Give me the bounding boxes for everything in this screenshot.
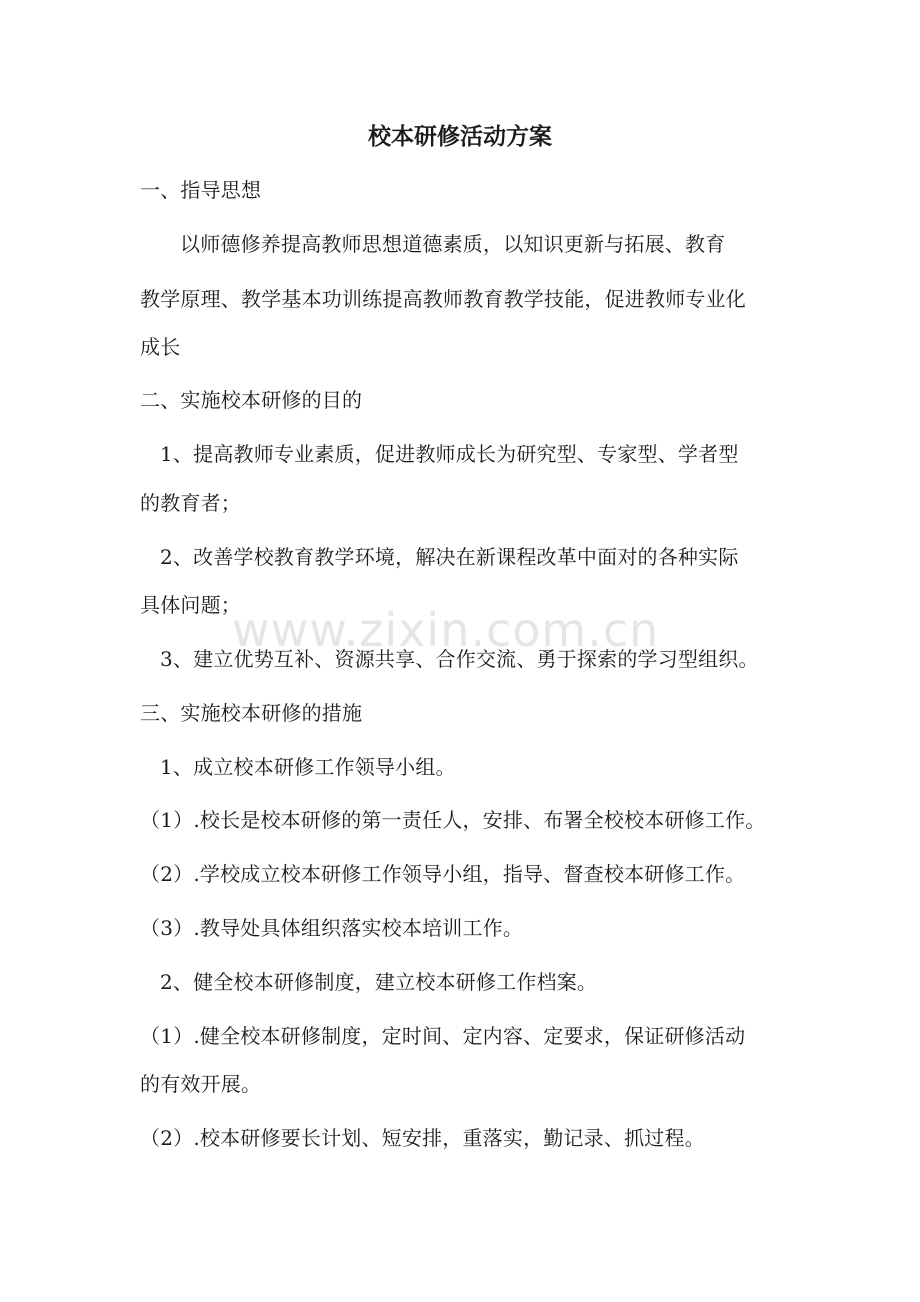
list-item: 2、改善学校教育教学环境，解决在新课程改革中面对的各种实际 <box>160 545 739 569</box>
sub-list-item: （1）.校长是校本研修的第一责任人，安排、布署全校校本研修工作。 <box>140 808 766 832</box>
watermark-text: www.zixin.com.cn <box>232 603 660 657</box>
list-item-continuation: 具体问题； <box>140 593 241 617</box>
list-item: 1、提高教师专业素质，促进教师成长为研究型、专家型、学者型 <box>160 442 739 466</box>
sub-list-item: （2）.校本研修要长计划、短安排，重落实，勤记录、抓过程。 <box>140 1126 705 1150</box>
sub-list-item-continuation: 的有效开展。 <box>140 1072 262 1096</box>
list-item: 2、健全校本研修制度，建立校本研修工作档案。 <box>160 970 598 994</box>
paragraph-line: 教学原理、教学基本功训练提高教师教育教学技能，促进教师专业化 <box>140 287 746 311</box>
document-title: 校本研修活动方案 <box>368 123 552 150</box>
section-heading-measures: 三、实施校本研修的措施 <box>140 701 363 725</box>
list-item-continuation: 的教育者； <box>140 491 241 515</box>
section-heading-purpose: 二、实施校本研修的目的 <box>140 388 363 412</box>
paragraph-line: 成长 <box>140 335 181 359</box>
section-heading-guiding-thought: 一、指导思想 <box>140 178 262 202</box>
paragraph-line: 以师德修养提高教师思想道德素质，以知识更新与拓展、教育 <box>180 232 726 256</box>
sub-list-item: （2）.学校成立校本研修工作领导小组，指导、督查校本研修工作。 <box>140 862 746 886</box>
list-item: 1、成立校本研修工作领导小组。 <box>160 755 456 779</box>
list-item: 3、建立优势互补、资源共享、合作交流、勇于探索的学习型组织。 <box>160 647 759 671</box>
sub-list-item: （3）.教导处具体组织落实校本培训工作。 <box>140 916 524 940</box>
sub-list-item: （1）.健全校本研修制度，定时间、定内容、定要求，保证研修活动 <box>140 1024 746 1048</box>
